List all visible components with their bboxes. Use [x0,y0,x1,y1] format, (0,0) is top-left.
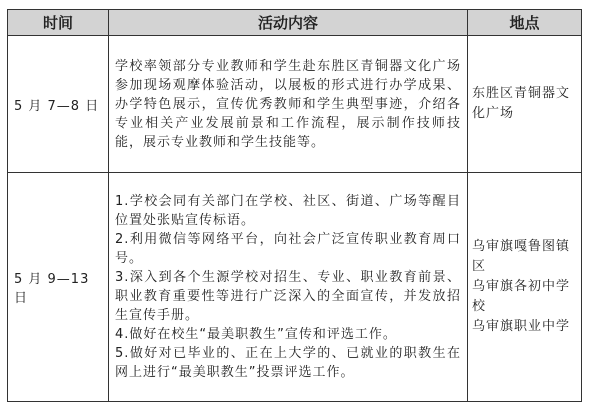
row-location [468,173,582,402]
location-line: 乌审旗职业中学 [472,319,571,334]
location-line: 乌审旗嘎鲁图镇区 [472,239,571,274]
header-content: 活动内容 [109,10,468,36]
row-time: 5 月 7—8 日 [8,36,109,173]
table-header-row [8,10,582,36]
content-paragraph: 学校率领部分专业教师和学生赴东胜区青铜器文化广场参加现场观摩体验活动，以展板的形式进行办学成果、办学特色展示，宣传优秀教师和学生典型事迹，介绍各专业相关产业发展前景和工作流程，展示制作技师技能，展示专业教师和学生技能等。 [115,58,461,150]
content-item: 2.利用微信等网络平台，向社会广泛宣传职业教育周口号。 [115,232,461,266]
row-content [109,173,468,402]
header-time: 时间 [8,10,109,36]
content-item: 3.深入到各个生源学校对招生、专业、职业教育前景、职业教育重要性等进行广泛深入的全面宣传，并发放招生宣传手册。 [115,270,461,323]
header-location: 地点 [468,10,582,36]
row-content [109,36,468,173]
content-item: 5.做好对已毕业的、正在上大学的、已就业的职教生在网上进行“最美职教生”投票评选工作。 [115,346,461,380]
content-item: 1.学校会同有关部门在学校、社区、街道、广场等醒目位置处张贴宣传标语。 [115,194,461,228]
activity-schedule-table [7,9,582,402]
row-location [468,36,582,173]
table-row [8,173,582,402]
location-line: 东胜区青铜器文化广场 [472,86,571,121]
row-time: 5 月 9—13 日 [8,173,109,402]
location-line: 乌审旗各初中学校 [472,279,571,314]
content-item: 4.做好在校生“最美职教生”宣传和评选工作。 [115,327,397,342]
table-row [8,36,582,173]
